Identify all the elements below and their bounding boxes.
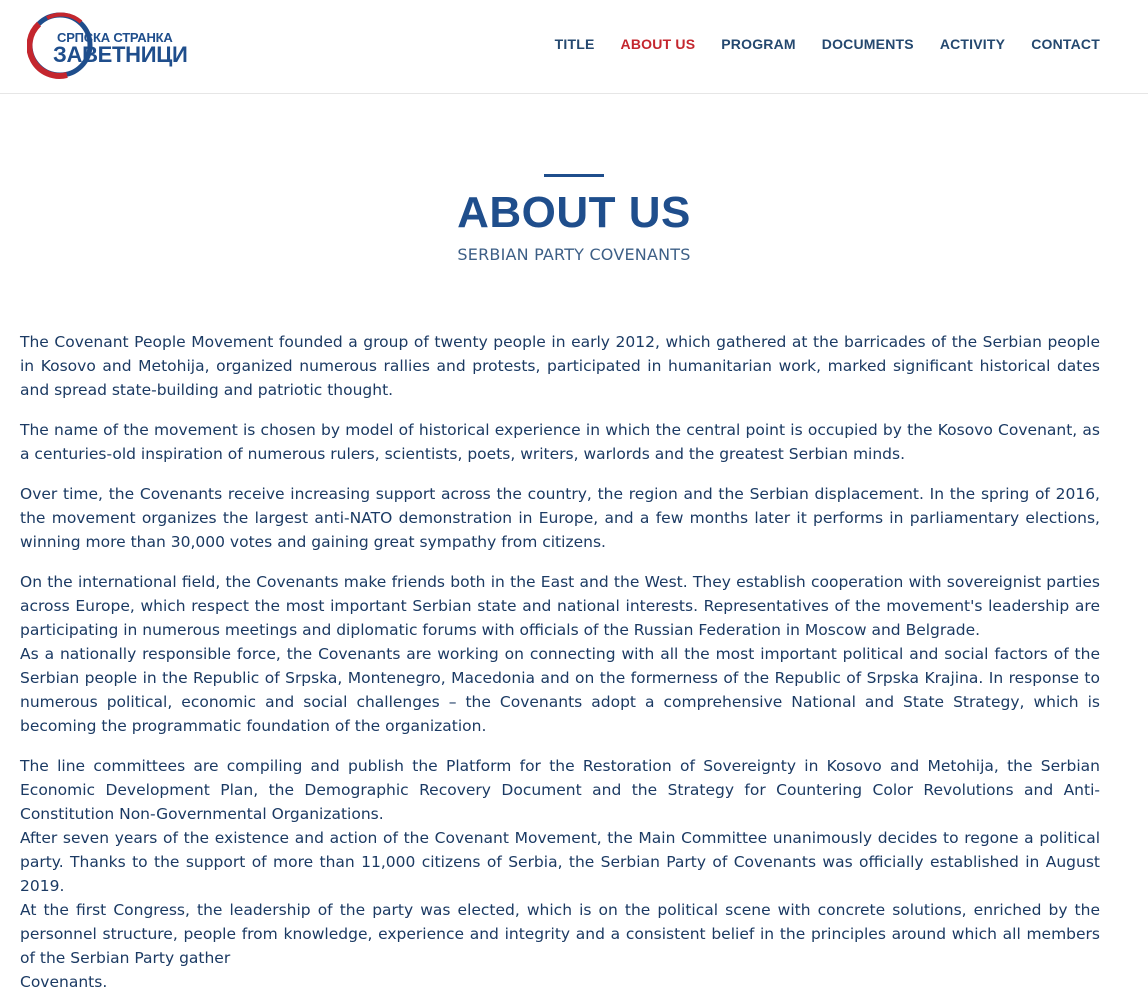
paragraph: After seven years of the existence and action of the Covenant Movement, the Main Committee unanimously decides to regone a political party. Thanks to the support of more than 11,000 citizens of Serbia, the Serbian Party of Covenants was officially established in August 2019. — [20, 829, 1100, 895]
nav-item-documents[interactable]: DOCUMENTS — [821, 36, 914, 52]
logo-text-main: ЗАВЕТНИЦИ — [53, 42, 188, 67]
nav-item-contact[interactable]: CONTACT — [1031, 36, 1100, 52]
nav-item-activity[interactable]: ACTIVITY — [939, 36, 1006, 52]
nav-item-program[interactable]: PROGRAM — [721, 36, 796, 52]
about-content — [20, 330, 1100, 994]
page-subtitle: SERBIAN PARTY COVENANTS — [457, 245, 691, 264]
logo-text-top: СРПСКА СТРАНКА — [57, 30, 173, 45]
site-header — [0, 0, 1148, 94]
paragraph: The line committees are compiling and publish the Platform for the Restoration of Sovereignty in Kosovo and Metohija, the Serbian Economic Development Plan, the Demographic Recovery Document and the Strategy for Countering Color Revolutions and Anti-Constitution Non-Governmental Organizations. — [20, 757, 1100, 823]
paragraph: The Covenant People Movement founded a group of twenty people in early 2012, which gathered at the barricades of the Serbian people in Kosovo and Metohija, organized numerous rallies and protests, participated in humanitarian work, marked significant historical dates and spread state-building and patriotic thought. — [20, 333, 1100, 399]
paragraph: Over time, the Covenants receive increasing support across the country, the region and the Serbian displacement. In the spring of 2016, the movement organizes the largest anti-NATO demonstration in Europe, and a few months later it performs in parliamentary elections, winning more than 30,000 votes and gaining great sympathy from citizens. — [20, 485, 1100, 551]
page-hero — [0, 94, 1148, 264]
paragraph: As a nationally responsible force, the Covenants are working on connecting with all the most important political and social factors of the Serbian people in the Republic of Srpska, Montenegro, Macedonia and on the formerness of the Republic of Srpska Krajina. In response to numerous political, economic and social challenges – the Covenants adopt a comprehensive National and State Strategy, which is becoming the programmatic foundation of the organization. — [20, 645, 1100, 735]
paragraph: The name of the movement is chosen by model of historical experience in which the central point is occupied by the Kosovo Covenant, as a centuries-old inspiration of numerous rulers, scientists, poets, writers, warlords and the greatest Serbian minds. — [20, 421, 1100, 463]
nav-item-title[interactable]: TITLE — [554, 36, 595, 52]
paragraph: On the international field, the Covenants make friends both in the East and the West. They establish cooperation with sovereignist parties across Europe, which respect the most important Serbian state and national interests. Representatives of the movement's leadership are participating in numerous meetings and diplomatic forums with officials of the Russian Federation in Moscow and Belgrade. — [20, 573, 1100, 639]
title-divider — [544, 174, 604, 177]
main-nav — [529, 36, 1100, 52]
nav-item-about-us[interactable]: ABOUT US — [620, 36, 696, 52]
paragraph: Covenants. — [20, 973, 108, 991]
party-logo[interactable] — [27, 12, 188, 82]
paragraph: At the first Congress, the leadership of the party was elected, which is on the political scene with concrete solutions, enriched by the personnel structure, people from knowledge, experience and integrity and a consistent belief in the principles around which all members of the Serbian Party gather — [20, 901, 1100, 967]
page-title: ABOUT US — [457, 188, 691, 237]
